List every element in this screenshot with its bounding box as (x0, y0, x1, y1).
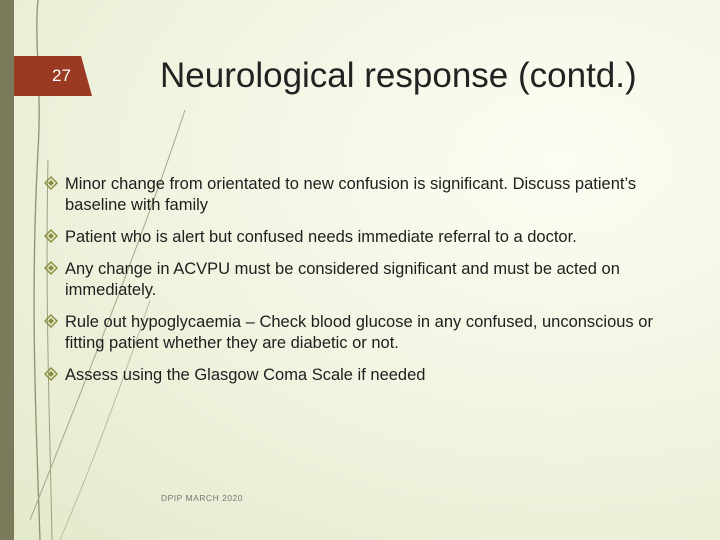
bullet-item (44, 259, 684, 301)
diamond-bullet-icon (44, 261, 58, 275)
bullet-item (44, 174, 684, 216)
bullet-item (44, 227, 684, 248)
slide-number: 27 (52, 66, 71, 85)
bullet-text: Patient who is alert but confused needs immediate referral to a doctor. (65, 228, 577, 246)
bullet-text: Assess using the Glasgow Coma Scale if needed (65, 366, 426, 384)
bullet-text: Rule out hypoglycaemia – Check blood glucose in any confused, unconscious or fitting patient whether they are diabetic or not. (65, 313, 653, 352)
bullet-item (44, 312, 684, 354)
bullet-text: Minor change from orientated to new confusion is significant. Discuss patient’s baseline with family (65, 175, 637, 214)
footer-text: DPIP MARCH 2020 (161, 493, 243, 503)
diamond-bullet-icon (44, 229, 58, 243)
diamond-bullet-icon (44, 314, 58, 328)
diamond-bullet-icon (44, 176, 58, 190)
diamond-bullet-icon (44, 367, 58, 381)
bullet-list (44, 174, 684, 397)
slide-title: Neurological response (contd.) (160, 56, 637, 95)
bullet-text: Any change in ACVPU must be considered significant and must be acted on immediately. (65, 260, 620, 299)
bullet-item (44, 365, 684, 386)
